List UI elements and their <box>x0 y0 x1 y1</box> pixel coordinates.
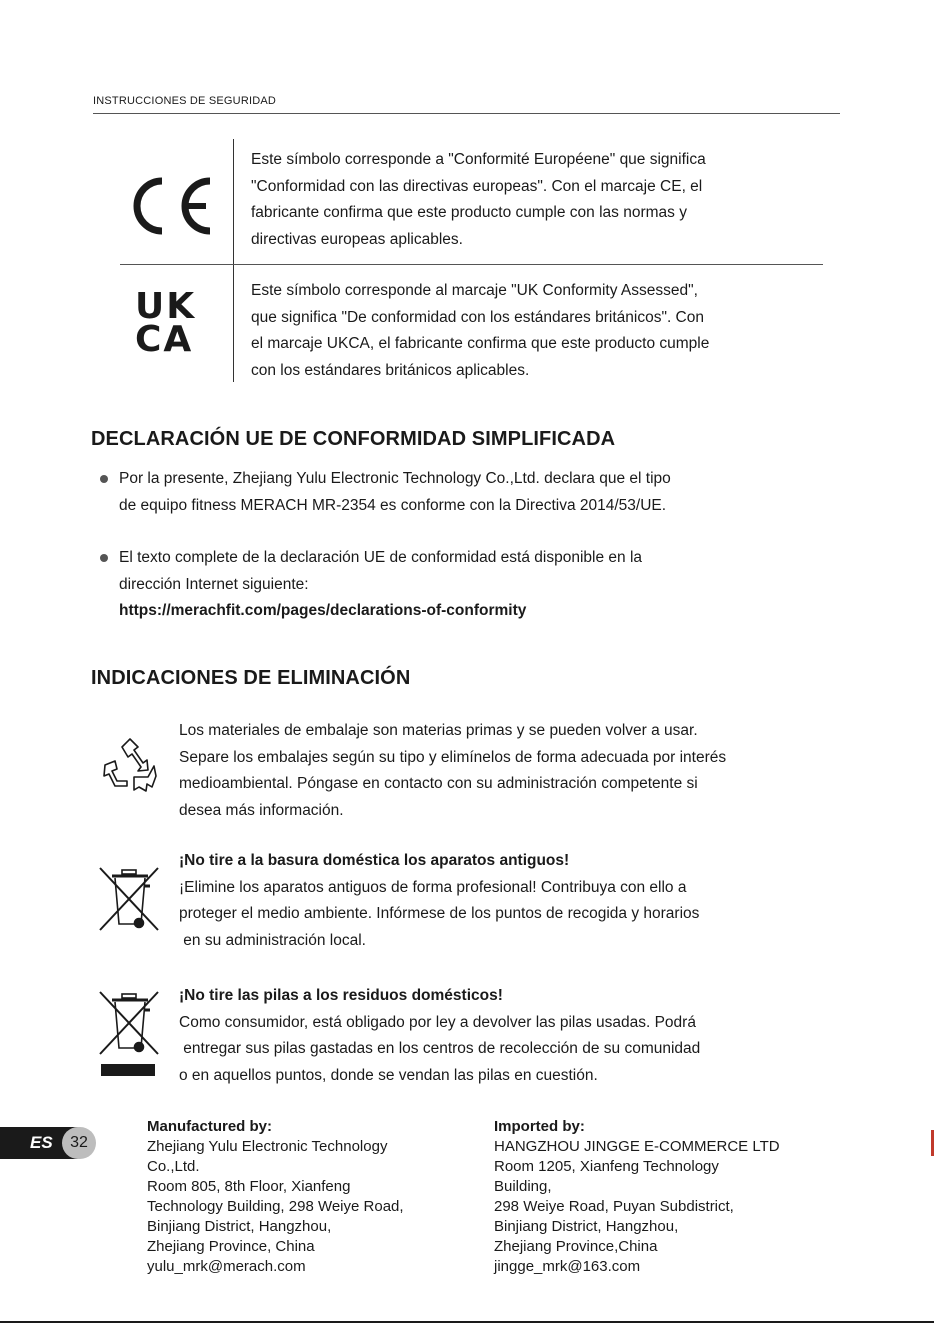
manufacturer-line: Room 805, 8th Floor, Xianfeng <box>147 1178 351 1195</box>
declaration-bullet-2 <box>119 545 859 625</box>
ukca-description <box>251 278 821 384</box>
manufacturer-line: Co.,Ltd. <box>147 1158 200 1175</box>
table-divider-vertical <box>233 139 234 382</box>
table-divider-horizontal <box>120 264 823 265</box>
ce-mark-icon <box>126 175 216 237</box>
importer-line: 298 Weiye Road, Puyan Subdistrict, <box>494 1198 734 1215</box>
ce-line: "Conformidad con las directivas europeas". Con el marcaje CE, el <box>251 177 703 195</box>
ukca-line: Este símbolo corresponde al marcaje "UK Conformity Assessed", <box>251 282 698 299</box>
ukca-mark-icon <box>135 286 197 360</box>
declaration-line: Por la presente, Zhejiang Yulu Electronic Technology Co.,Ltd. declara que el tipo <box>119 470 671 487</box>
weee-text <box>179 848 829 954</box>
ukca-line: con los estándares británicos aplicables. <box>251 361 530 379</box>
ukca-line: el marcaje UKCA, el fabricante confirma que este producto cumple <box>251 335 710 352</box>
importer-line: Binjiang District, Hangzhou, <box>494 1218 679 1235</box>
importer-block <box>494 1117 824 1277</box>
importer-line: Room 1205, Xianfeng Technology <box>494 1158 719 1175</box>
header-divider <box>93 113 840 114</box>
weee-line: proteger el medio ambiente. Infórmese de los puntos de recogida y horarios <box>179 905 700 922</box>
manufacturer-label: Manufactured by: <box>147 1118 273 1135</box>
ce-line: Este símbolo corresponde a "Conformité Européene" que significa <box>251 151 706 168</box>
weee-heading: ¡No tire a la basura doméstica los aparatos antiguos! <box>179 852 570 869</box>
recycle-line: medioambiental. Póngase en contacto con su administración competente si <box>179 775 698 792</box>
recycle-text <box>179 718 819 824</box>
recycle-line: Los materiales de embalaje son materias primas y se pueden volver a usar. <box>179 722 698 739</box>
battery-line: entregar sus pilas gastadas en los centros de recolección de su comunidad <box>179 1040 701 1057</box>
manufacturer-email[interactable]: yulu_mrk@merach.com <box>147 1258 306 1275</box>
declaration-line: El texto complete de la declaración UE de conformidad está disponible en la <box>119 549 643 566</box>
weee-line: ¡Elimine los aparatos antiguos de forma profesional! Contribuya con ello a <box>179 878 687 896</box>
manufacturer-line: Technology Building, 298 Weiye Road, <box>147 1198 404 1215</box>
declaration-line: de equipo fitness MERACH MR-2354 es conforme con la Directiva 2014/53/UE. <box>119 496 667 514</box>
declaration-url-link[interactable]: https://merachfit.com/pages/declarations-of-conformity <box>119 602 527 619</box>
battery-line: Como consumidor, está obligado por ley a devolver las pilas usadas. Podrá <box>179 1013 696 1031</box>
ukca-line: que significa "De conformidad con los estándares británicos". Con <box>251 308 704 326</box>
page-number: 32 <box>62 1127 96 1159</box>
declaration-title: DECLARACIÓN UE DE CONFORMIDAD SIMPLIFICADA <box>91 428 616 450</box>
ukca-mark-line1: UK <box>135 286 197 327</box>
weee-line: en su administración local. <box>179 931 366 949</box>
importer-line: Zhejiang Province,China <box>494 1238 658 1255</box>
battery-heading: ¡No tire las pilas a los residuos domésticos! <box>179 987 503 1004</box>
battery-text <box>179 983 829 1089</box>
importer-line: Building, <box>494 1178 552 1195</box>
manufacturer-line: Binjiang District, Hangzhou, <box>147 1218 332 1235</box>
importer-label: Imported by: <box>494 1118 585 1135</box>
battery-line: o en aquellos puntos, donde se vendan las pilas en cuestión. <box>179 1066 598 1084</box>
recycle-line: Separe los embalajes según su tipo y elimínelos de forma adecuada por interés <box>179 748 727 766</box>
crossed-bin-icon <box>98 866 160 932</box>
declaration-line: dirección Internet siguiente: <box>119 575 309 593</box>
ce-line: directivas europeas aplicables. <box>251 230 463 248</box>
section-header: INSTRUCCIONES DE SEGURIDAD <box>93 95 277 107</box>
ce-line: fabricante confirma que este producto cumple con las normas y <box>251 204 687 221</box>
crossed-bin-bar-icon <box>98 990 160 1078</box>
manufacturer-line: Zhejiang Yulu Electronic Technology <box>147 1138 388 1155</box>
importer-email[interactable]: jingge_mrk@163.com <box>494 1258 641 1275</box>
disposal-title: INDICACIONES DE ELIMINACIÓN <box>91 667 411 689</box>
bullet-dot <box>100 554 108 562</box>
manufacturer-block <box>147 1117 467 1277</box>
recycle-icon <box>101 737 159 795</box>
importer-line: HANGZHOU JINGGE E-COMMERCE LTD <box>494 1138 780 1155</box>
language-tab: ES <box>0 1127 78 1159</box>
manufacturer-line: Zhejiang Province, China <box>147 1238 315 1255</box>
bullet-dot <box>100 475 108 483</box>
declaration-bullet-1 <box>119 466 859 519</box>
ce-description <box>251 147 821 253</box>
recycle-line: desea más información. <box>179 801 344 819</box>
ukca-mark-line2: CA <box>135 319 194 360</box>
